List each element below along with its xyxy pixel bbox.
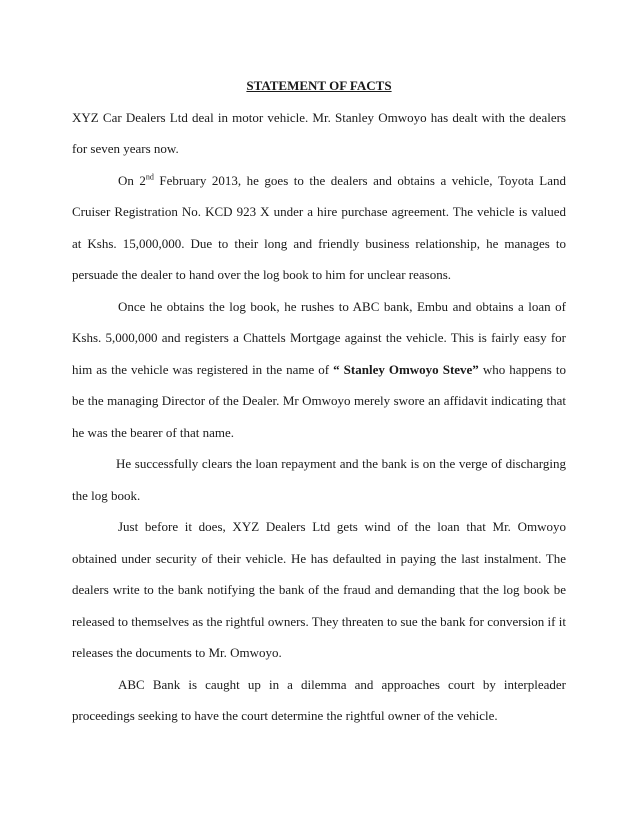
paragraph-3-rest: who happens to be the managing Director of the Dealer. Mr Omwoyo merely swore an affidavit indicating that he was the bearer of that name.	[72, 361, 566, 440]
paragraph-2-start: On 2	[118, 172, 146, 188]
paragraph-4: He successfully clears the loan repayment and the bank is on the verge of discharging the log book.	[72, 456, 566, 503]
paragraph-2-rest: February 2013, he goes to the dealers and obtains a vehicle, Toyota Land Cruiser Registration No. KCD 923 X under a hire purchase agreement. The vehicle is valued at Kshs. 15,000,000. Due to their long and friendly business relationship, he manages to persuade the dealer to hand over the log book to him for unclear reasons.	[72, 172, 566, 282]
document-title: STATEMENT OF FACTS	[246, 78, 392, 93]
document-page	[72, 70, 566, 732]
ordinal-suffix: nd	[145, 172, 154, 182]
paragraph-1: XYZ Car Dealers Ltd deal in motor vehicle. Mr. Stanley Omwoyo has dealt with the dealers for seven years now.	[72, 109, 566, 156]
paragraph-6: ABC Bank is caught up in a dilemma and approaches court by interpleader proceedings seeking to have the court determine the rightful owner of the vehicle.	[72, 676, 566, 723]
paragraph-3-start: Once he obtains the log book, he rushes to ABC bank, Embu and obtains a loan of Kshs. 5,000,000 and registers a Chattels Mortgage against the vehicle. This is fairly easy for him as the vehicle was registered in the name of	[72, 298, 566, 377]
registered-name: “ Stanley Omwoyo Steve”	[333, 361, 479, 377]
paragraph-2	[72, 165, 566, 291]
paragraph-3	[72, 291, 566, 449]
paragraph-5: Just before it does, XYZ Dealers Ltd gets wind of the loan that Mr. Omwoyo obtained under security of their vehicle. He has defaulted in paying the last instalment. The dealers write to the bank notifying the bank of the fraud and demanding that the log book be released to themselves as the rightful owners. They threaten to sue the bank for conversion if it releases the documents to Mr. Omwoyo.	[72, 519, 566, 660]
